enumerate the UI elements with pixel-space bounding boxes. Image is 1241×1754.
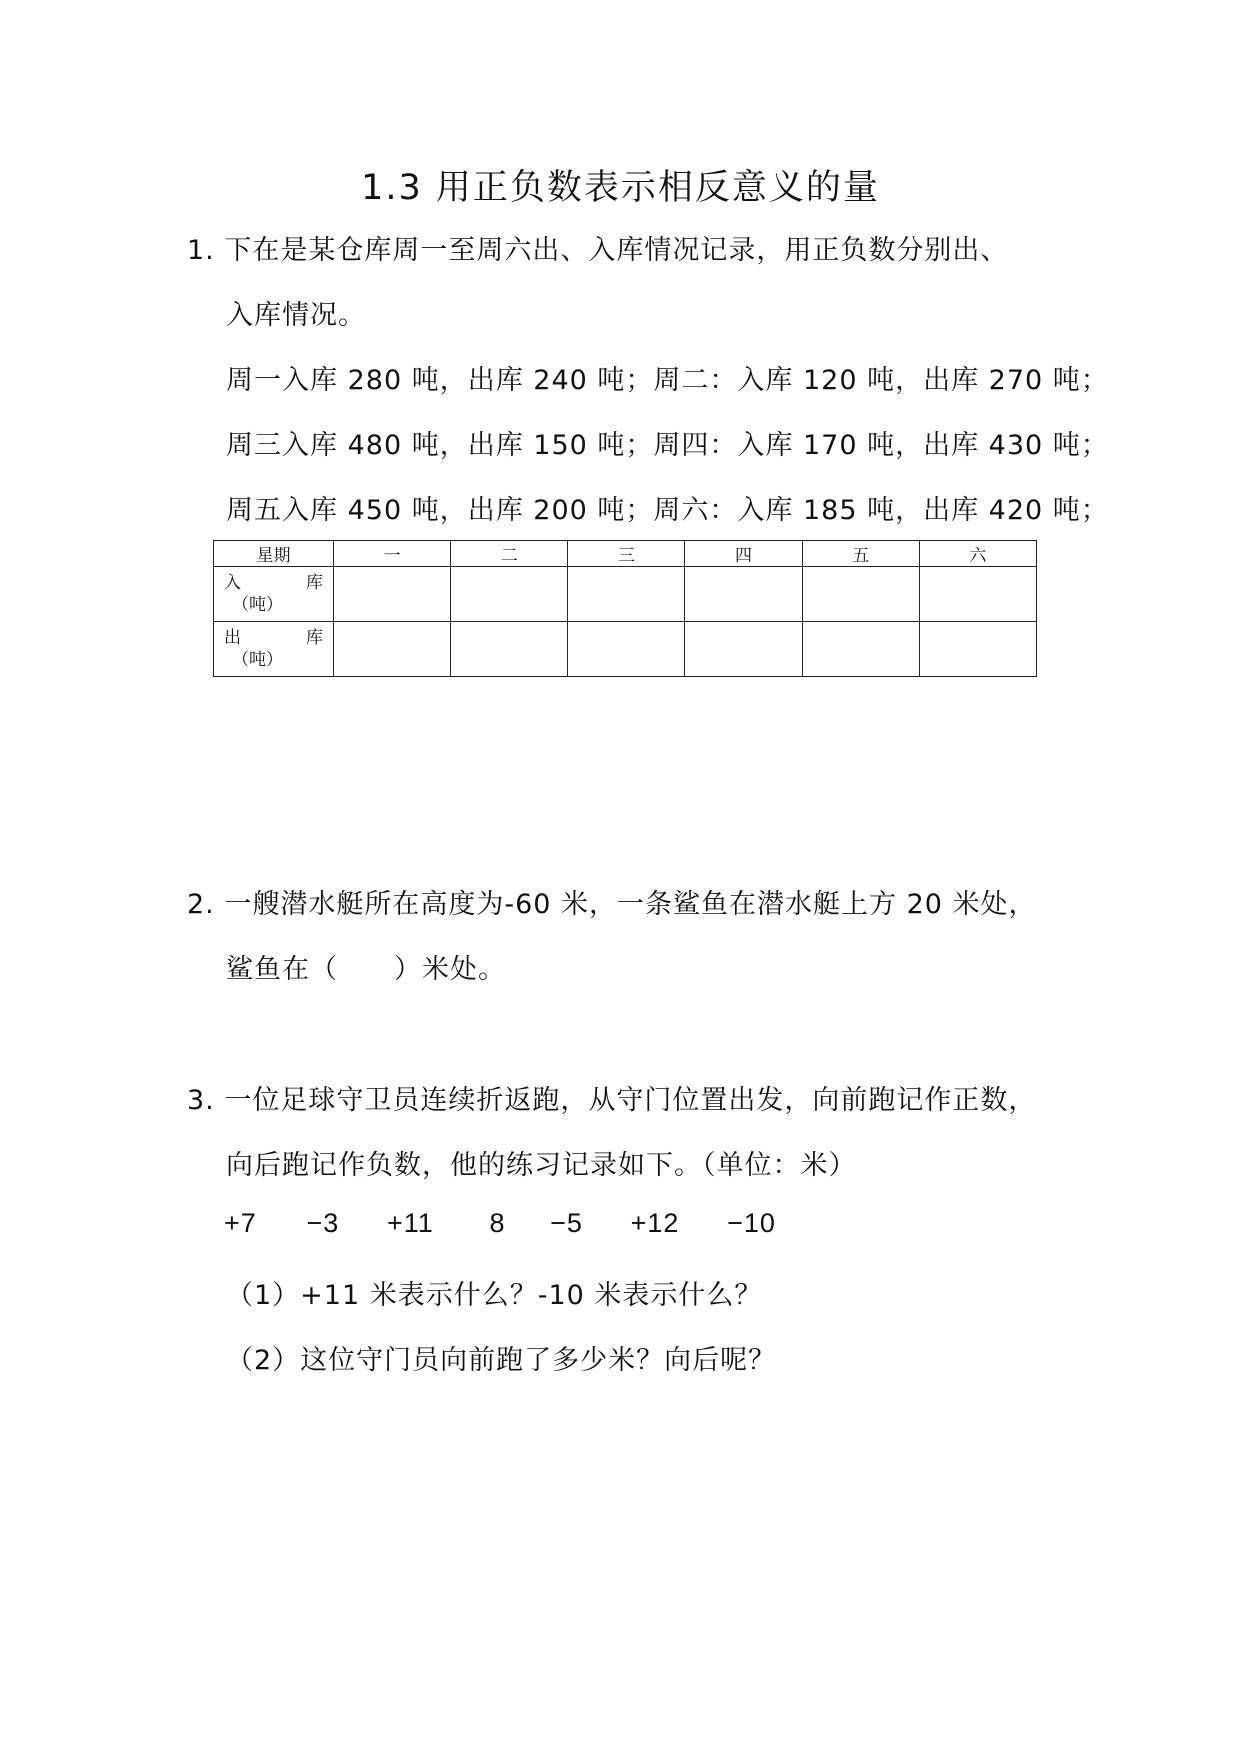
header-day-2: 二 [451, 541, 568, 567]
cell-in-4[interactable] [685, 567, 802, 622]
record-5: −5 [550, 1208, 583, 1238]
cell-out-3[interactable] [568, 622, 685, 677]
q1-record-2: 周三入库 480 吨，出库 150 吨；周四：入库 170 吨，出库 430 吨； [226, 430, 1109, 461]
row-label-in [214, 567, 334, 622]
cell-out-1[interactable] [334, 622, 451, 677]
cell-out-6[interactable] [919, 622, 1036, 677]
cell-out-5[interactable] [802, 622, 919, 677]
q1-line2: 入库情况。 [226, 300, 366, 331]
record-3: +11 [387, 1208, 434, 1238]
warehouse-table [213, 540, 1037, 677]
header-day-5: 五 [802, 541, 919, 567]
row-in-char-b: 库 [306, 573, 323, 593]
row-out-char-a: 出 [224, 628, 241, 648]
q3-line1: 3. 一位足球守卫员连续折返跑，从守门位置出发，向前跑记作正数， [187, 1085, 1037, 1116]
header-day-3: 三 [568, 541, 685, 567]
row-out-unit: （吨） [232, 650, 283, 670]
row-in-char-a: 入 [224, 573, 241, 593]
record-6: +12 [630, 1208, 680, 1238]
row-label-out [214, 622, 334, 677]
header-day-4: 四 [685, 541, 802, 567]
q2-line1: 2. 一艘潜水艇所在高度为-60 米，一条鲨鱼在潜水艇上方 20 米处， [187, 889, 1037, 920]
cell-in-6[interactable] [919, 567, 1036, 622]
table-row-in [214, 567, 1037, 622]
cell-in-2[interactable] [451, 567, 568, 622]
record-1: +7 [224, 1208, 257, 1238]
row-out-char-b: 库 [306, 628, 323, 648]
q1-record-1: 周一入库 280 吨，出库 240 吨；周二：入库 120 吨，出库 270 吨； [226, 365, 1109, 396]
table-row-out [214, 622, 1037, 677]
header-day-6: 六 [919, 541, 1036, 567]
q3-line2: 向后跑记作负数，他的练习记录如下。（单位：米） [226, 1150, 857, 1181]
q3-sub1: （1）+11 米表示什么？-10 米表示什么？ [226, 1280, 763, 1311]
cell-in-1[interactable] [334, 567, 451, 622]
header-weekday: 星期 [214, 541, 334, 567]
cell-out-4[interactable] [685, 622, 802, 677]
cell-in-5[interactable] [802, 567, 919, 622]
record-7: −10 [727, 1208, 776, 1238]
q1-record-3: 周五入库 450 吨，出库 200 吨；周六：入库 185 吨，出库 420 吨； [226, 495, 1109, 526]
cell-in-3[interactable] [568, 567, 685, 622]
q3-records [224, 1208, 776, 1239]
row-in-unit: （吨） [232, 595, 283, 615]
page-title: 1.3 用正负数表示相反意义的量 [361, 168, 880, 208]
header-day-1: 一 [334, 541, 451, 567]
table-header-row [214, 541, 1037, 567]
q2-line2: 鲨鱼在（ ）米处。 [226, 954, 506, 985]
record-4: 8 [489, 1208, 506, 1238]
q3-sub2: （2）这位守门员向前跑了多少米？向后呢？ [226, 1345, 777, 1376]
record-2: −3 [306, 1208, 340, 1238]
cell-out-2[interactable] [451, 622, 568, 677]
q1-line1: 1. 下在是某仓库周一至周六出、入库情况记录，用正负数分别出、 [187, 235, 1009, 266]
